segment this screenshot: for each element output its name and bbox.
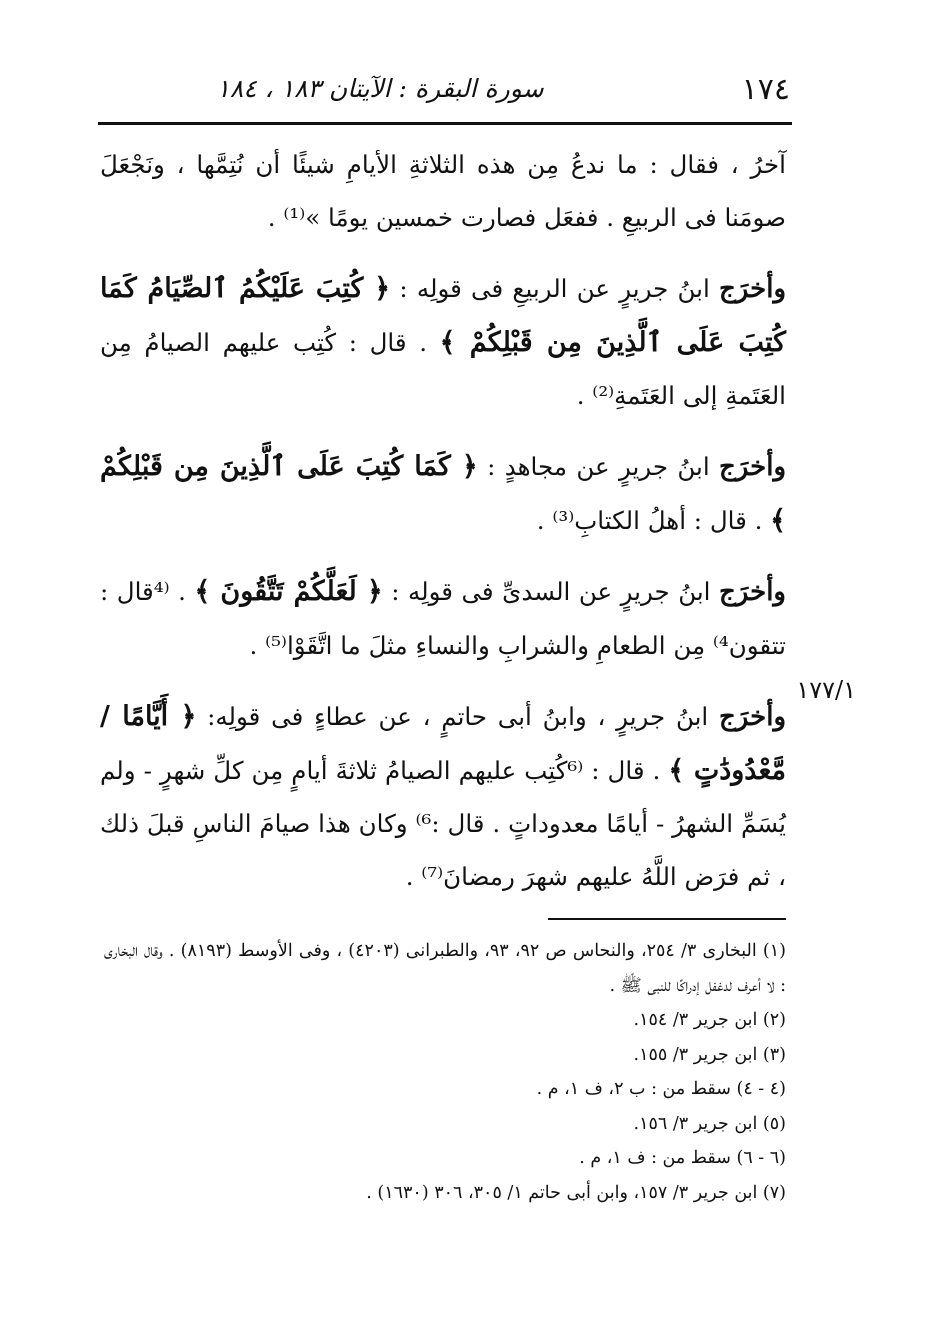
paragraph-text: ابنُ جريرٍ عن الربيعِ فى قولِه : (390, 274, 720, 303)
footnote-7: (٧) ابن جرير ٣/ ١٥٧، وابن أبى حاتم ١/ ٣٠٥، ٣٠٦ (١٦٣٠) . (366, 1182, 786, 1203)
manuscript-folio-marker: ١٧٧/١ (796, 676, 856, 704)
header-divider (98, 122, 792, 125)
paragraph-3 (100, 440, 786, 547)
footnote-4: (٤ - ٤) سقط من : ب ٢، ف ١، م . (536, 1079, 786, 1099)
paragraph-text: ابنُ جريرٍ عن مجاهدٍ : (477, 452, 720, 481)
header-title: سورة البقرة : الآيتان ١٨٣ ، ١٨٤ (216, 74, 544, 103)
footnote-6: (٦ - ٦) سقط من : ف ١، م . (579, 1148, 786, 1168)
quran-verse: ﴿ أَيَّامًا / مَّعْدُودَٰتٍ ﴾ (100, 701, 786, 786)
quran-verse: ﴿ كَمَا كُتِبَ عَلَى ٱلَّذِينَ مِن قَبْلِكُمْ ﴾ (100, 451, 786, 536)
footnote-divider (548, 918, 786, 920)
paragraph-lead: وأخرَج (719, 702, 786, 732)
paragraph-1: آخرُ ، فقال : ما ندعُ مِن هذه الثلاثةِ الأيامِ شيئًا أن نُتِمَّها ، ونَجْعَلَ صومَنا فى الربيعِ . ففعَل فصارت خمسين يومًا »⁽¹⁾ . (100, 150, 786, 232)
quran-verse: ﴿ لَعَلَّكُمْ تَتَّقُونَ ﴾ (194, 576, 383, 607)
quran-verse: ﴿ كُتِبَ عَلَيْكُمُ ٱلصِّيَامُ كَمَا كُتِبَ عَلَى ٱلَّذِينَ مِن قَبْلِكُمْ ﴾ (100, 273, 786, 358)
paragraph-lead: وأخرَج (719, 274, 786, 304)
footnote-3: (٣) ابن جرير ٣/ ١٥٥. (633, 1044, 786, 1065)
paragraph-4 (100, 565, 786, 672)
paragraph-text: . قال : كُتِب عليهم الصيامُ مِن العَتَمةِ إلى العَتَمةِ⁽²⁾ . (100, 328, 786, 410)
paragraph-text: . قال : ⁽⁶كُتِب عليهم الصيامُ ثلاثةَ أيامٍ مِن كلِّ شهرٍ - ولم يُسَمِّ الشهرُ - أيامًا معدوداتٍ . قال :⁶⁾ وكان هذا صيامَ الناسِ قبلَ ذلك ، ثم فرَض اللَّهُ عليهم شهرَ رمضانَ⁽⁷⁾ . (100, 756, 786, 891)
paragraph-lead: وأخرَج (719, 577, 786, 607)
paragraph-text: . ⁽⁴قال : تتقون⁴⁾ مِن الطعامِ والشرابِ والنساءِ مثلَ ما اتَّقَوْا⁽⁵⁾ . (100, 577, 786, 660)
paragraph-text: ابنُ جريرٍ ، وابنُ أبى حاتمٍ ، عن عطاءٍ فى قولِه: (196, 702, 720, 731)
paragraph-text: . قال : أهلُ الكتابِ⁽³⁾ . (536, 506, 771, 535)
page-number: ١٧٤ (741, 72, 790, 107)
running-header (100, 62, 790, 114)
paragraph-text: ابنُ جريرٍ عن السدىِّ فى قولِه : (382, 577, 719, 606)
paragraph-5 (100, 690, 786, 903)
main-text (100, 138, 786, 921)
footnote-1: (١) البخارى ٣/ ٢٥٤، والنحاس ص ٩٢، ٩٣، والطبرانى (٤٢٠٣) ، وفى الأوسط (٨١٩٣) . وقال البخارى : لا أعرف لدغفل إدراكًا للنبى ﷺ . (104, 941, 786, 996)
paragraph-lead: وأخرَج (719, 452, 786, 482)
footnote-5: (٥) ابن جرير ٣/ ١٥٦. (633, 1113, 786, 1134)
footnote-2: (٢) ابن جرير ٣/ ١٥٤. (633, 1010, 786, 1030)
footnotes (104, 934, 786, 1210)
paragraph-2 (100, 262, 786, 422)
